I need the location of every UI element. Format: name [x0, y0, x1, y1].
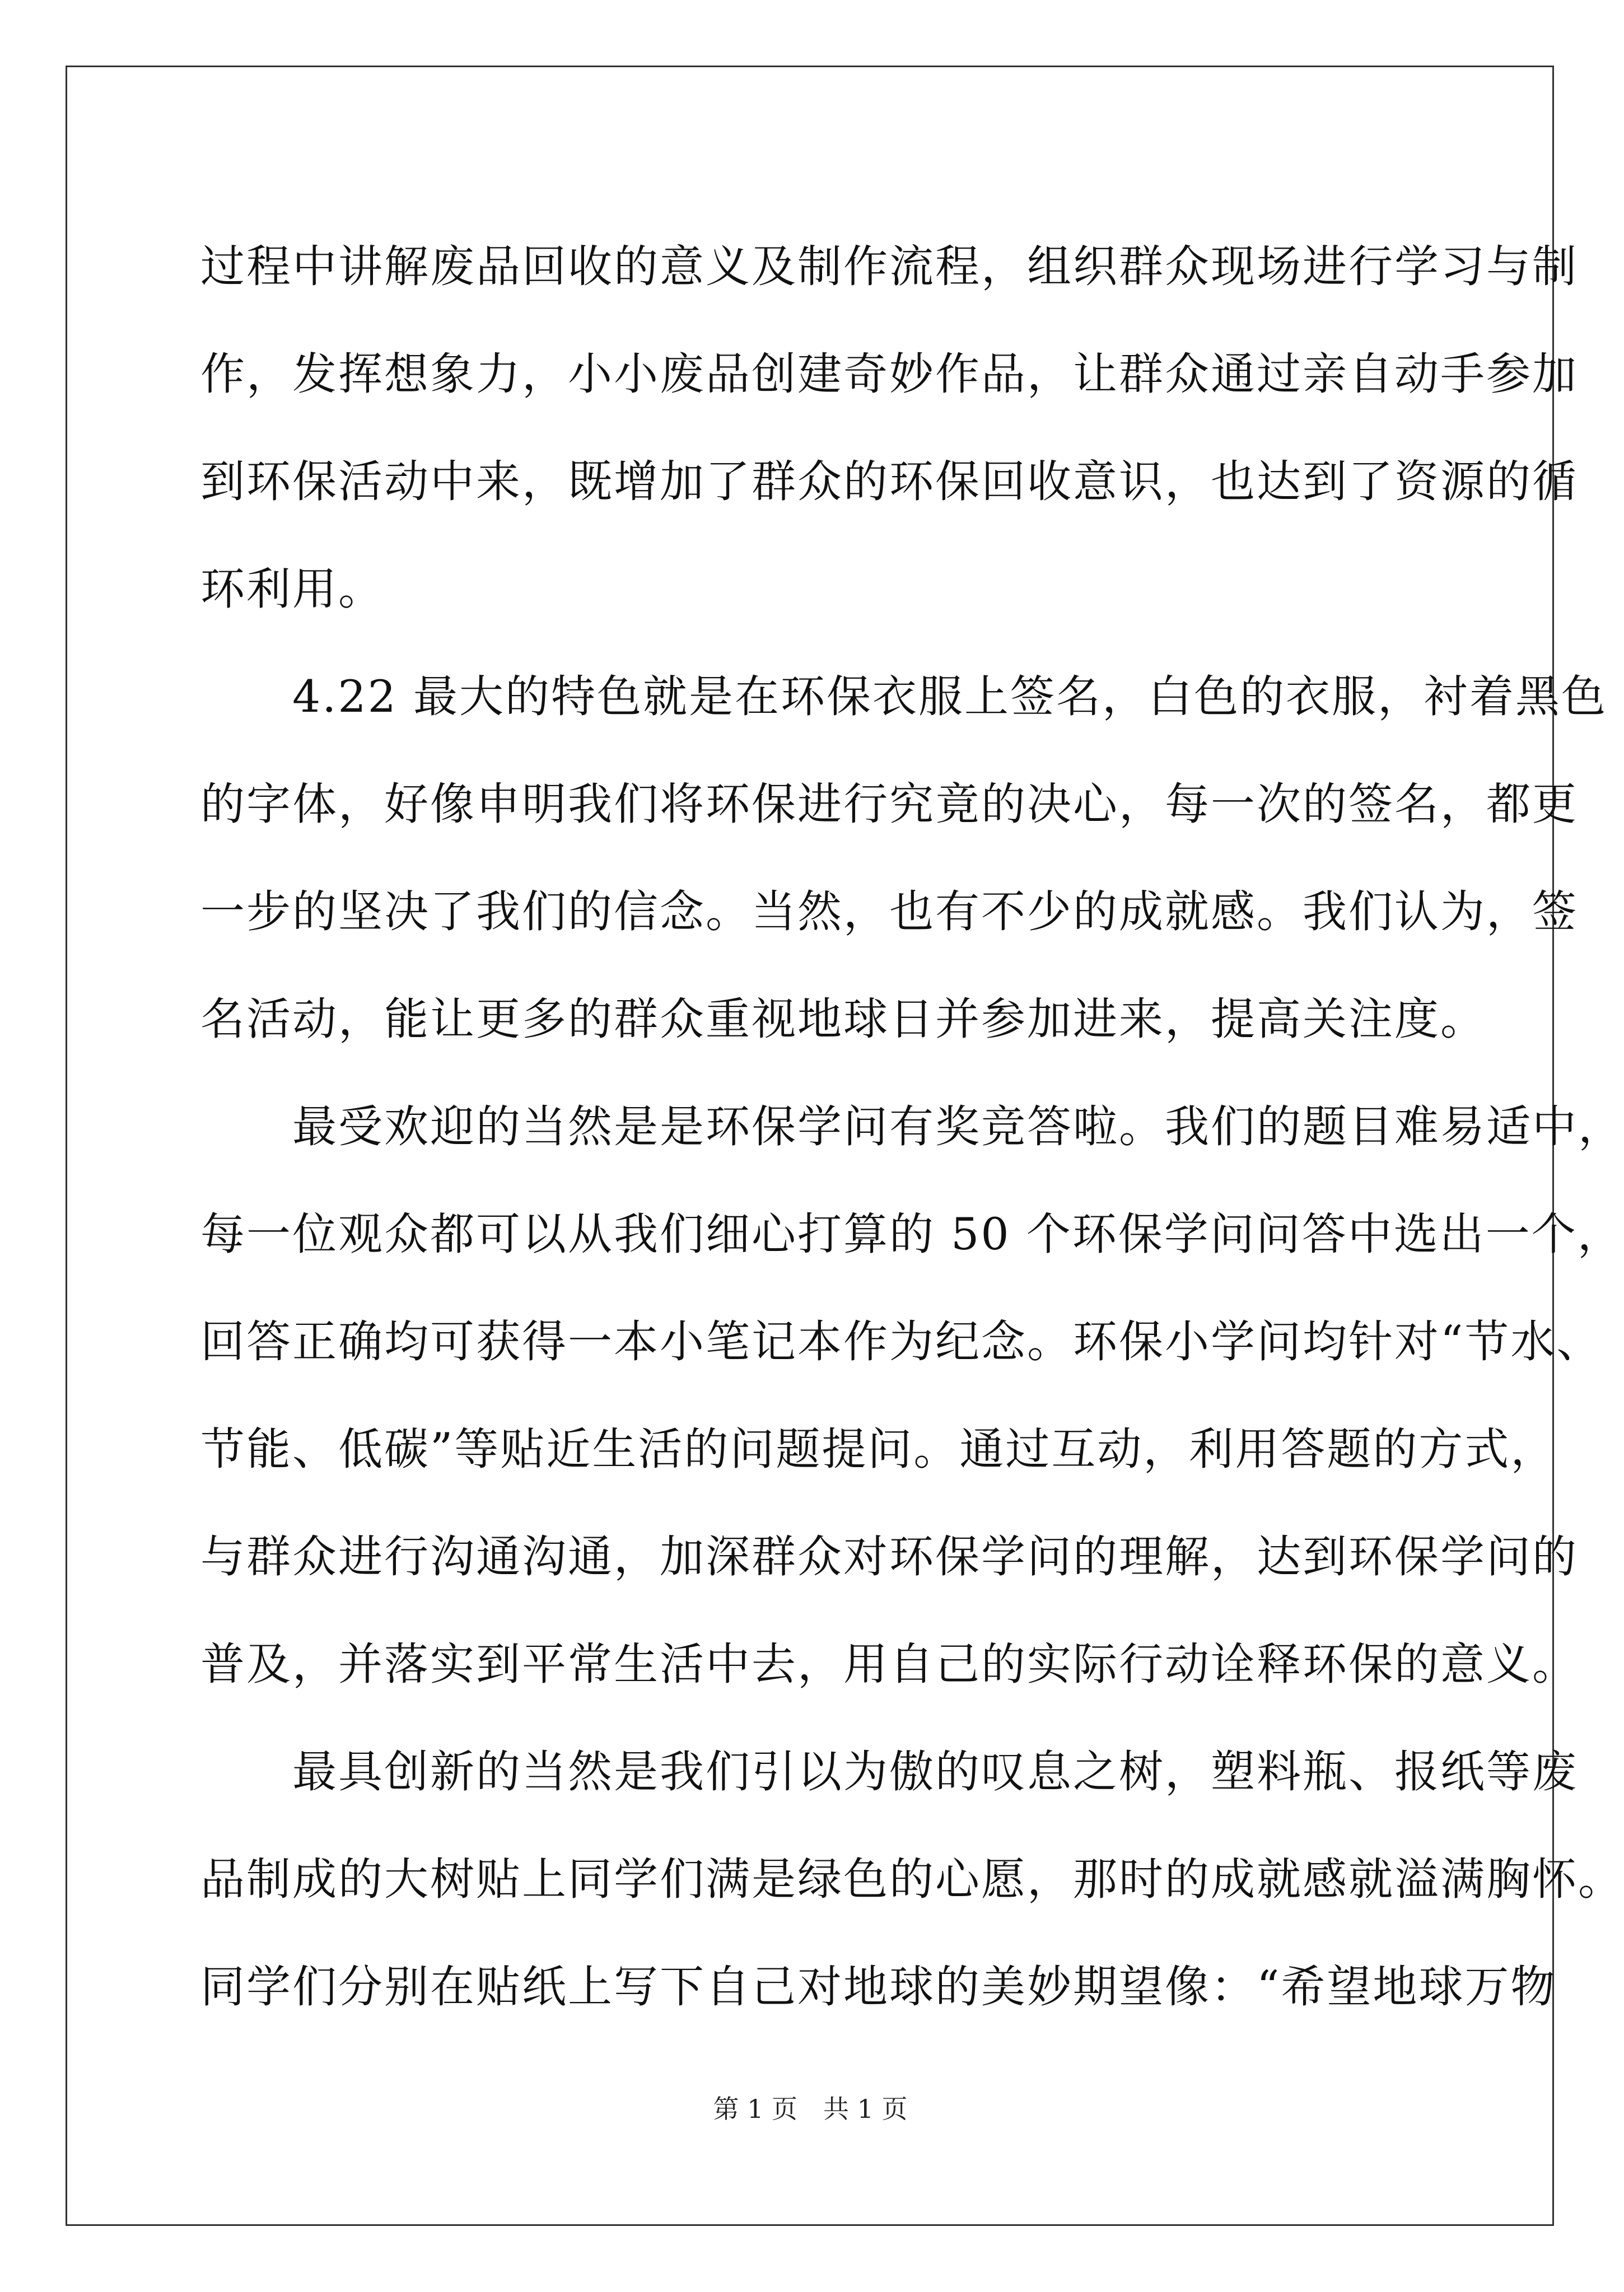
text-line-17: 同学们分别在贴纸上写下自己对地球的美妙期望像：“希望地球万物 — [200, 1961, 1557, 2013]
text-line-3: 到环保活动中来，既增加了群众的环保回收意识，也达到了资源的循 — [200, 456, 1578, 507]
text-line-13: 与群众进行沟通沟通，加深群众对环保学问的理解，达到环保学问的 — [200, 1531, 1578, 1583]
text-line-10: 每一位观众都可以从我们细心打算的 50 个环保学问问答中选出一个， — [200, 1208, 1623, 1260]
text-line-4: 环利用。 — [200, 563, 384, 615]
text-line-1: 过程中讲解废品回收的意义及制作流程，组织群众现场进行学习与制 — [200, 241, 1578, 292]
text-line-6: 的字体，好像申明我们将环保进行究竟的决心，每一次的签名，都更 — [200, 778, 1578, 830]
document-body — [200, 213, 1624, 2041]
page-footer: 第 1 页 共 1 页 — [713, 2094, 908, 2124]
text-line-15: 最具创新的当然是我们引以为傲的叹息之树，塑料瓶、报纸等废 — [200, 1746, 1578, 1798]
text-line-2: 作，发挥想象力，小小废品创建奇妙作品，让群众通过亲自动手参加 — [200, 348, 1578, 400]
text-line-12: 节能、低碳”等贴近生活的问题提问。通过互动，利用答题的方式， — [200, 1423, 1557, 1475]
text-line-5: 4.22 最大的特色就是在环保衣服上签名，白色的衣服，衬着黑色 — [200, 671, 1608, 722]
text-line-11: 回答正确均可获得一本小笔记本作为纪念。环保小学问均针对“节水、 — [200, 1316, 1603, 1367]
text-line-14: 普及，并落实到平常生活中去，用自己的实际行动诠释环保的意义。 — [200, 1639, 1578, 1690]
text-line-9: 最受欢迎的当然是是环保学问有奖竞答啦。我们的题目难易适中， — [200, 1101, 1624, 1152]
text-line-7: 一步的坚决了我们的信念。当然，也有不少的成就感。我们认为，签 — [200, 886, 1578, 937]
text-line-8: 名活动，能让更多的群众重视地球日并参加进来，提高关注度。 — [200, 993, 1486, 1045]
text-line-16: 品制成的大树贴上同学们满是绿色的心愿，那时的成就感就溢满胸怀。 — [200, 1854, 1624, 1905]
